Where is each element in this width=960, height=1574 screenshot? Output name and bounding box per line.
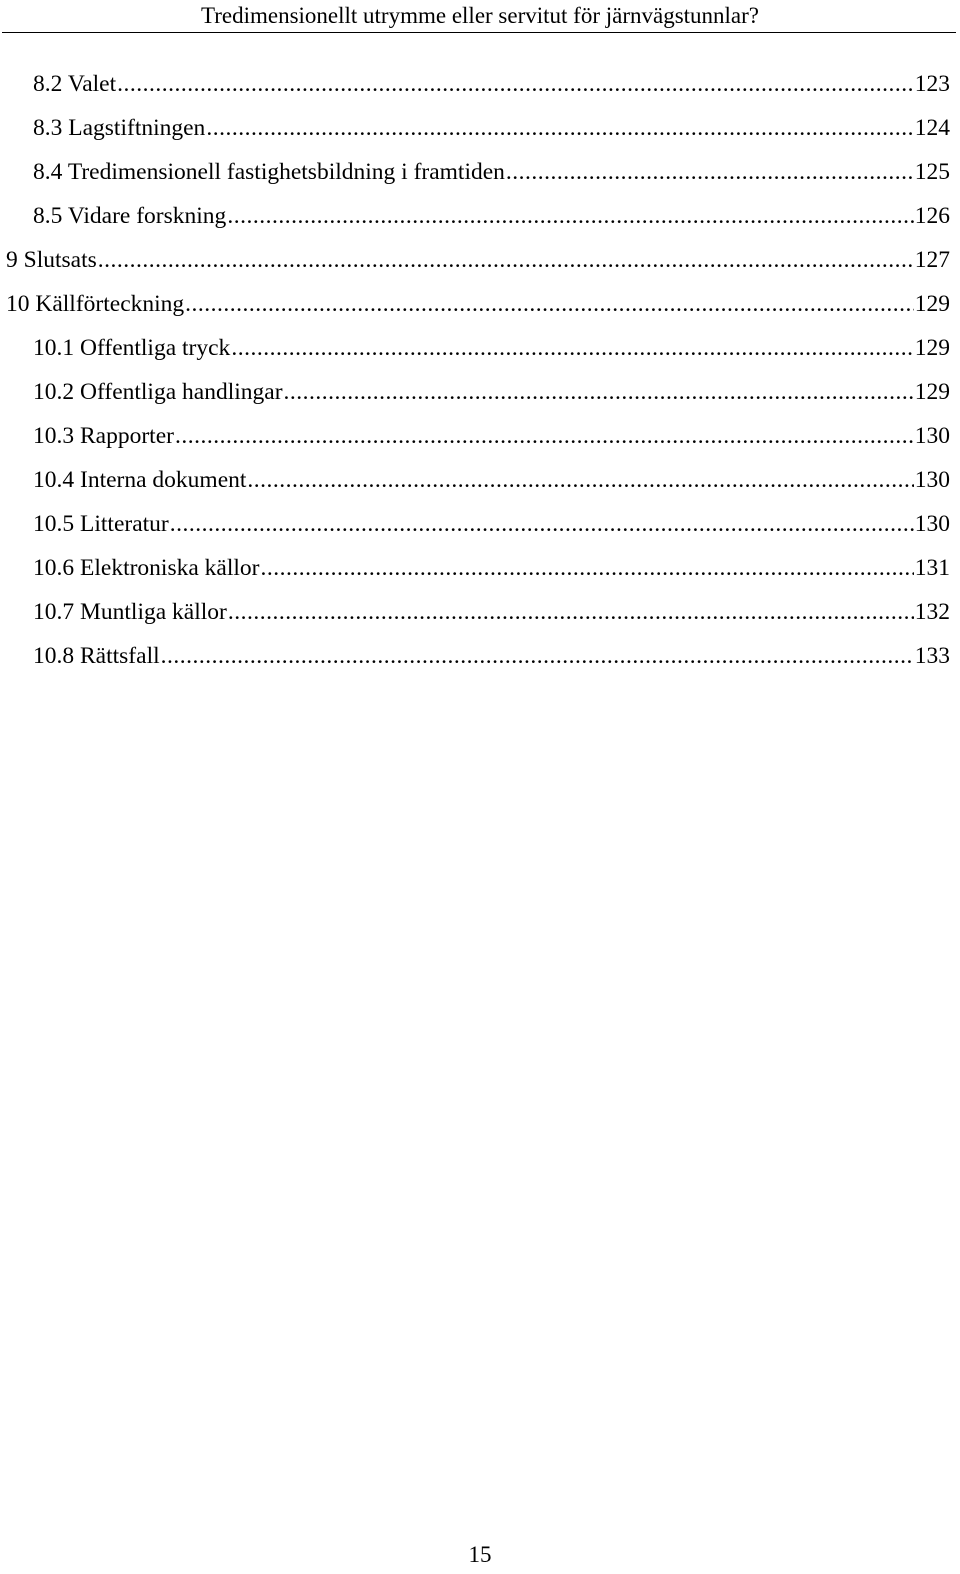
toc-entry-page: 130: [914, 423, 950, 449]
toc-entry-title: 8.5 Vidare forskning: [33, 203, 227, 229]
toc-entry-page: 125: [914, 159, 950, 185]
toc-entry-page: 123: [914, 71, 950, 97]
toc-entry-page: 133: [914, 643, 950, 669]
toc-entry[interactable]: [33, 502, 960, 546]
toc-entry-title: 8.2 Valet: [33, 71, 117, 97]
toc-entry-title: 8.4 Tredimensionell fastighetsbildning i framtiden: [33, 159, 505, 185]
toc-entry[interactable]: [33, 458, 960, 502]
toc-entry-title: 10.8 Rättsfall: [33, 643, 160, 669]
toc-dot-leader: [506, 150, 914, 194]
page-number: 15: [468, 1542, 492, 1567]
header-rule: [2, 32, 956, 33]
toc-dot-leader: [161, 634, 914, 678]
toc-dot-leader: [231, 326, 913, 370]
toc-entry-title: 10.4 Interna dokument: [33, 467, 247, 493]
toc-entry[interactable]: [33, 590, 960, 634]
toc-entry-title: 10.6 Elektroniska källor: [33, 555, 260, 581]
toc-dot-leader: [247, 458, 913, 502]
toc-entry[interactable]: [33, 62, 960, 106]
toc-entry-title: 10.2 Offentliga handlingar: [33, 379, 283, 405]
running-header: [0, 0, 960, 34]
toc-entry-title: 9 Slutsats: [6, 247, 97, 273]
toc-dot-leader: [284, 370, 914, 414]
toc-entry-page: 124: [914, 115, 950, 141]
toc-entry[interactable]: [33, 106, 960, 150]
toc-entry-page: 130: [914, 511, 950, 537]
toc-entry-page: 132: [914, 599, 950, 625]
toc-entry-title: 10 Källförteckning: [6, 291, 185, 317]
toc-entry-title: 10.1 Offentliga tryck: [33, 335, 231, 361]
toc-entry-title: 10.5 Litteratur: [33, 511, 169, 537]
toc-dot-leader: [227, 194, 913, 238]
toc-dot-leader: [98, 238, 914, 282]
toc-entry-title: 8.3 Lagstiftningen: [33, 115, 206, 141]
toc-entry-title: 10.3 Rapporter: [33, 423, 174, 449]
toc-entry-page: 129: [914, 291, 950, 317]
toc-dot-leader: [260, 546, 913, 590]
toc-entry[interactable]: [6, 282, 960, 326]
toc-entry-page: 131: [914, 555, 950, 581]
toc-entry-page: 129: [914, 335, 950, 361]
toc-entry[interactable]: [33, 370, 960, 414]
toc-entry[interactable]: [33, 414, 960, 458]
toc-entry[interactable]: [33, 634, 960, 678]
toc-entry-page: 127: [914, 247, 950, 273]
toc-entry[interactable]: [33, 194, 960, 238]
toc-entry[interactable]: [33, 326, 960, 370]
toc-dot-leader: [175, 414, 914, 458]
toc-entry[interactable]: [33, 150, 960, 194]
document-title: Tredimensionellt utrymme eller servitut för järnvägstunnlar?: [200, 3, 760, 28]
toc-entry[interactable]: [33, 546, 960, 590]
toc-dot-leader: [206, 106, 913, 150]
toc-entry[interactable]: [6, 238, 960, 282]
toc-entry-page: 129: [914, 379, 950, 405]
table-of-contents: [0, 62, 960, 678]
toc-entry-title: 10.7 Muntliga källor: [33, 599, 227, 625]
toc-dot-leader: [185, 282, 914, 326]
toc-dot-leader: [228, 590, 914, 634]
toc-entry-page: 130: [914, 467, 950, 493]
toc-dot-leader: [117, 62, 914, 106]
toc-dot-leader: [170, 502, 914, 546]
toc-entry-page: 126: [914, 203, 950, 229]
